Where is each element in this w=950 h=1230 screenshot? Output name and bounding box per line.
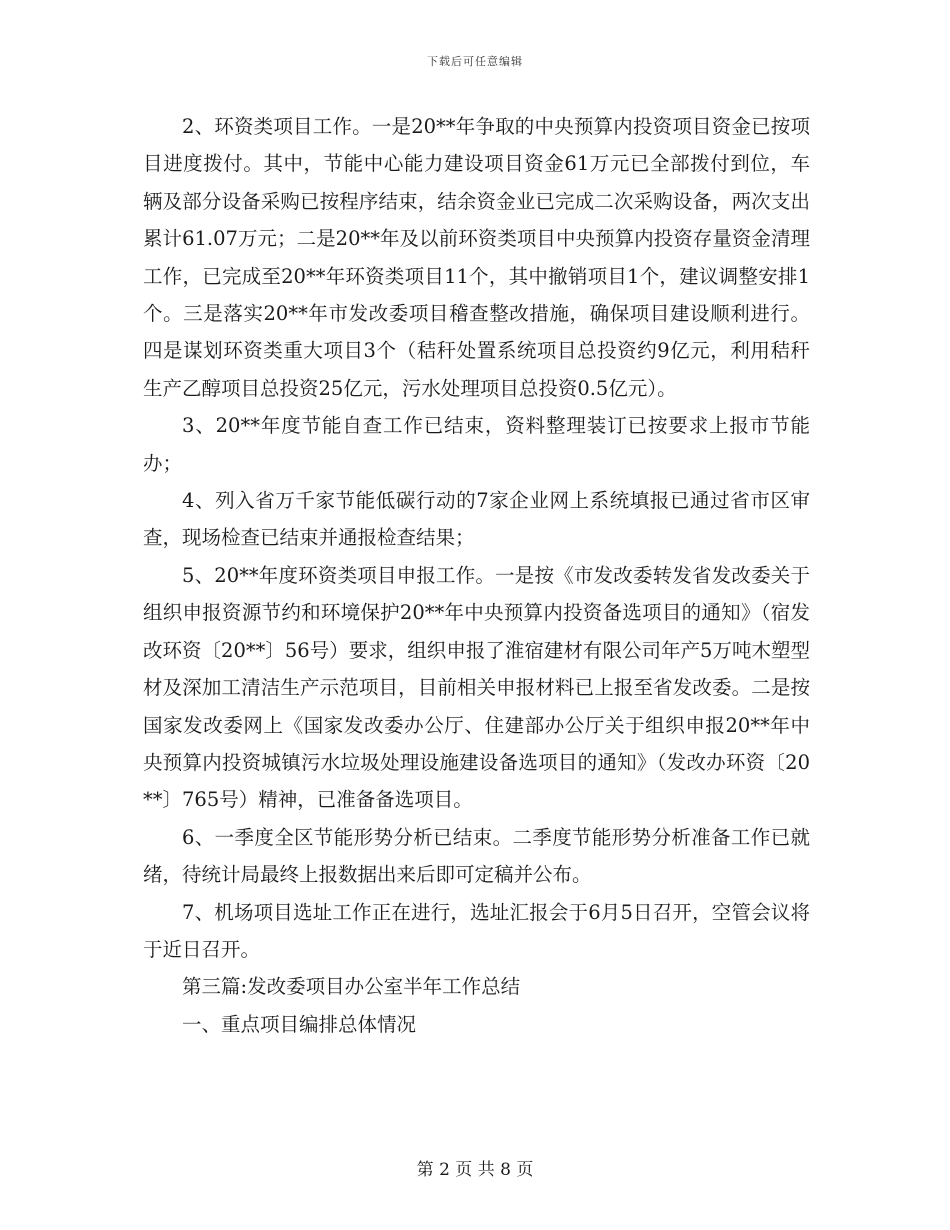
page-header-note: 下载后可任意编辑 xyxy=(427,55,523,68)
paragraph-env-projects: 2、环资类项目工作。一是20**年争取的中央预算内投资项目资金已按项目进度拨付。其中，节能中心能力建设项目资金61万元已全部拨付到位，车辆及部分设备采购已按程序结束，结余资金业已完成二次采购设备，两次支出累计61.07万元；二是20**年及以前环资类项目中央预算内投资存量资金清理工作，已完成至20**年环资类项目11个，其中撤销项目1个，建议调整安排1个。三是落实20**年市发改委项目稽查整改措施，确保项目建设顺利进行。四是谋划环资类重大项目3个（秸秆处置系统项目总投资约9亿元，利用秸秆生产乙醇项目总投资25亿元，污水处理项目总投资0.5亿元）。 xyxy=(143,115,810,400)
paragraph-project-application: 5、20**年度环资类项目申报工作。一是按《市发改委转发省发改委关于组织申报资源节约和环境保护20**年中央预算内投资备选项目的通知》（宿发改环资〔20**〕56号）要求，组织申报了淮宿建材有限公司年产5万吨木塑型材及深加工清洁生产示范项目，目前相关申报材料已上报至省发改委。二是按国家发改委网上《国家发改委办公厅、住建部办公厅关于组织申报20**年中央预算内投资城镇污水垃圾处理设施建设备选项目的通知》（发改办环资〔20**〕765号）精神，已准备备选项目。 xyxy=(143,563,810,812)
paragraph-low-carbon-action: 4、列入省万千家节能低碳行动的7家企业网上系统填报已通过省市区审查，现场检查已结束并通报检查结果； xyxy=(143,489,810,550)
page-number-footer: 第 2 页 共 8 页 xyxy=(416,1160,534,1180)
document-body xyxy=(143,108,810,1043)
paragraph-energy-analysis: 6、一季度全区节能形势分析已结束。二季度节能形势分析准备工作已就绪，待统计局最终上报数据出来后即可定稿并公布。 xyxy=(143,825,810,887)
paragraph-airport-site: 7、机场项目选址工作正在进行，选址汇报会于6月5日召开，空管会议将于近日召开。 xyxy=(143,900,810,961)
subsection-title-key-projects: 一、重点项目编排总体情况 xyxy=(182,1012,417,1036)
section-title-part-three: 第三篇:发改委项目办公室半年工作总结 xyxy=(182,975,521,999)
paragraph-energy-self-check: 3、20**年度节能自查工作已结束，资料整理装订已按要求上报市节能办； xyxy=(143,414,810,475)
